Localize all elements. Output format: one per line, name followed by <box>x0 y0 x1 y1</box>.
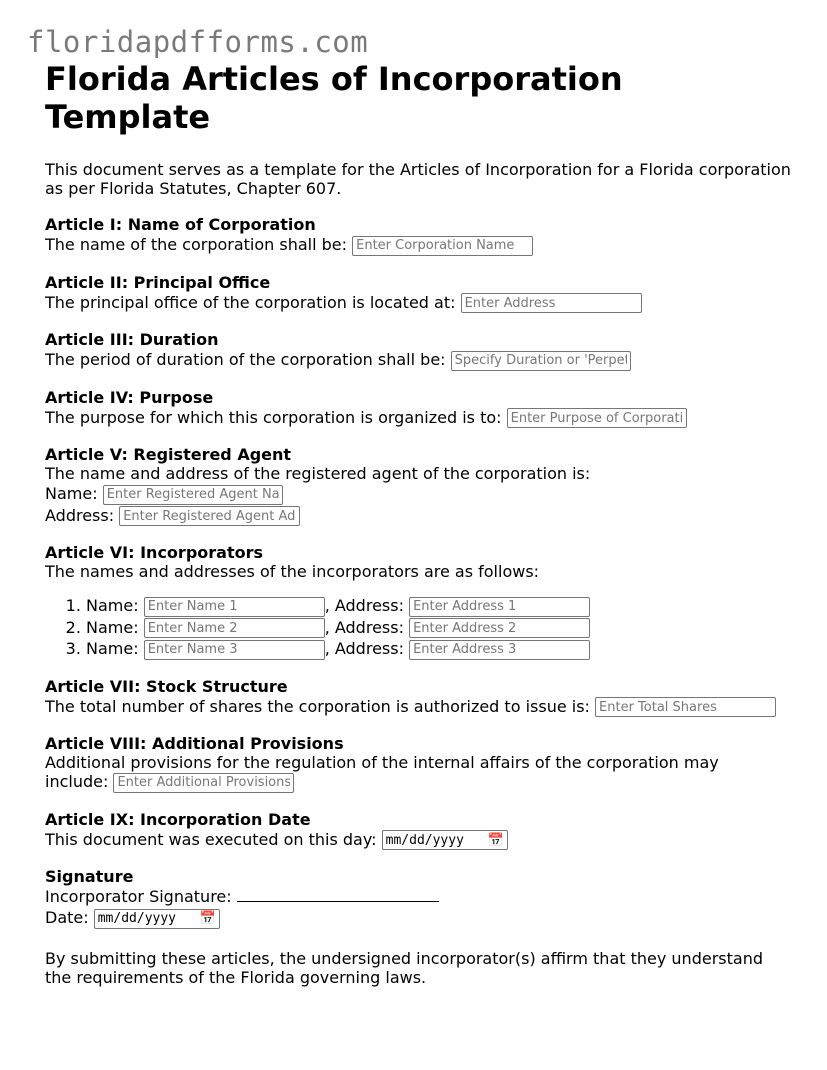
article-text: The period of duration of the corporation shall be: <box>45 350 446 369</box>
page-title: Florida Articles of Incorporation Template <box>45 60 623 136</box>
incorporator-name-label: Name: <box>86 617 139 637</box>
article-heading: Article V: Registered Agent <box>45 445 292 464</box>
watermark: floridapdfforms.com <box>27 25 369 59</box>
incorporator-address-label: , Address: <box>324 617 404 637</box>
article-heading: Article III: Duration <box>45 330 219 349</box>
incorporator-address-label: , Address: <box>324 639 404 658</box>
article-heading: Article VIII: Additional Provisions <box>45 734 344 753</box>
principal-address-input[interactable] <box>461 293 642 313</box>
incorporator-1-name-input[interactable] <box>144 597 325 617</box>
incorporator-name-label: Name: <box>86 596 139 615</box>
registered-agent-address-input[interactable] <box>119 506 300 526</box>
signature-section <box>45 867 795 929</box>
signature-label: Incorporator Signature: <box>45 887 232 906</box>
date-placeholder: mm/dd/yyyy <box>97 911 177 926</box>
article-text: The name and address of the registered agent of the corporation is: <box>45 464 591 483</box>
incorporator-address-label: , Address: <box>324 596 404 615</box>
article-heading: Article IV: Purpose <box>45 387 214 407</box>
additional-provisions-input[interactable] <box>113 773 294 793</box>
article-2 <box>45 273 795 314</box>
article-heading: Article IX: Incorporation Date <box>45 809 311 829</box>
incorporator-3-name-input[interactable] <box>144 640 325 660</box>
article-7 <box>45 677 795 718</box>
total-shares-input[interactable] <box>595 697 776 717</box>
list-item <box>86 595 795 617</box>
incorporators-list <box>45 595 795 660</box>
article-text: The purpose for which this corporation is organized is to: <box>45 407 502 427</box>
incorporator-2-name-input[interactable] <box>144 618 325 638</box>
article-8 <box>45 734 795 793</box>
article-heading: Article VII: Stock Structure <box>45 676 288 696</box>
incorporator-3-address-input[interactable] <box>409 640 590 660</box>
execution-date-input[interactable] <box>382 830 508 850</box>
calendar-icon[interactable]: 📅 <box>487 832 504 848</box>
agent-address-label: Address: <box>45 505 115 525</box>
article-5 <box>45 445 795 526</box>
article-heading: Article II: Principal Office <box>45 272 271 292</box>
document-body <box>45 60 795 987</box>
incorporator-1-address-input[interactable] <box>409 597 590 617</box>
purpose-input[interactable] <box>507 408 687 428</box>
list-item <box>86 617 795 639</box>
agent-name-label: Name: <box>45 484 98 503</box>
article-text: The name of the corporation shall be: <box>45 235 348 254</box>
duration-input[interactable] <box>451 351 631 371</box>
registered-agent-name-input[interactable] <box>103 485 283 505</box>
date-label: Date: <box>45 908 89 927</box>
date-placeholder: mm/dd/yyyy <box>385 832 464 848</box>
signature-line[interactable] <box>237 887 439 902</box>
article-text: Additional provisions for the regulation of the internal affairs of the corporation may include: Enter Additional Provisions <box>45 753 745 793</box>
list-item <box>86 638 795 660</box>
article-9 <box>45 810 795 851</box>
article-text: The names and addresses of the incorporators are as follows: <box>45 562 540 581</box>
incorporator-2-address-input[interactable] <box>409 618 590 638</box>
signature-date-input[interactable] <box>94 909 220 929</box>
article-3 <box>45 330 795 371</box>
closing-text: By submitting these articles, the undersigned incorporator(s) affirm that they understand the requirements of the Florida governing laws. <box>45 948 763 987</box>
article-text: The total number of shares the corporation is authorized to issue is: <box>45 696 590 716</box>
article-4 <box>45 388 795 429</box>
article-text: This document was executed on this day: <box>45 829 377 849</box>
corporation-name-input[interactable] <box>352 236 533 256</box>
article-heading: Article I: Name of Corporation <box>45 215 316 234</box>
article-6 <box>45 543 795 660</box>
article-text: The principal office of the corporation is located at: <box>45 292 456 312</box>
intro-text: This document serves as a template for the Articles of Incorporation for a Florida corporation as per Florida Statutes, Chapter 607. <box>45 160 791 198</box>
signature-heading: Signature <box>45 867 134 886</box>
incorporator-name-label: Name: <box>86 639 139 658</box>
calendar-icon[interactable]: 📅 <box>199 911 216 926</box>
article-heading: Article VI: Incorporators <box>45 543 263 562</box>
article-1 <box>45 215 795 256</box>
